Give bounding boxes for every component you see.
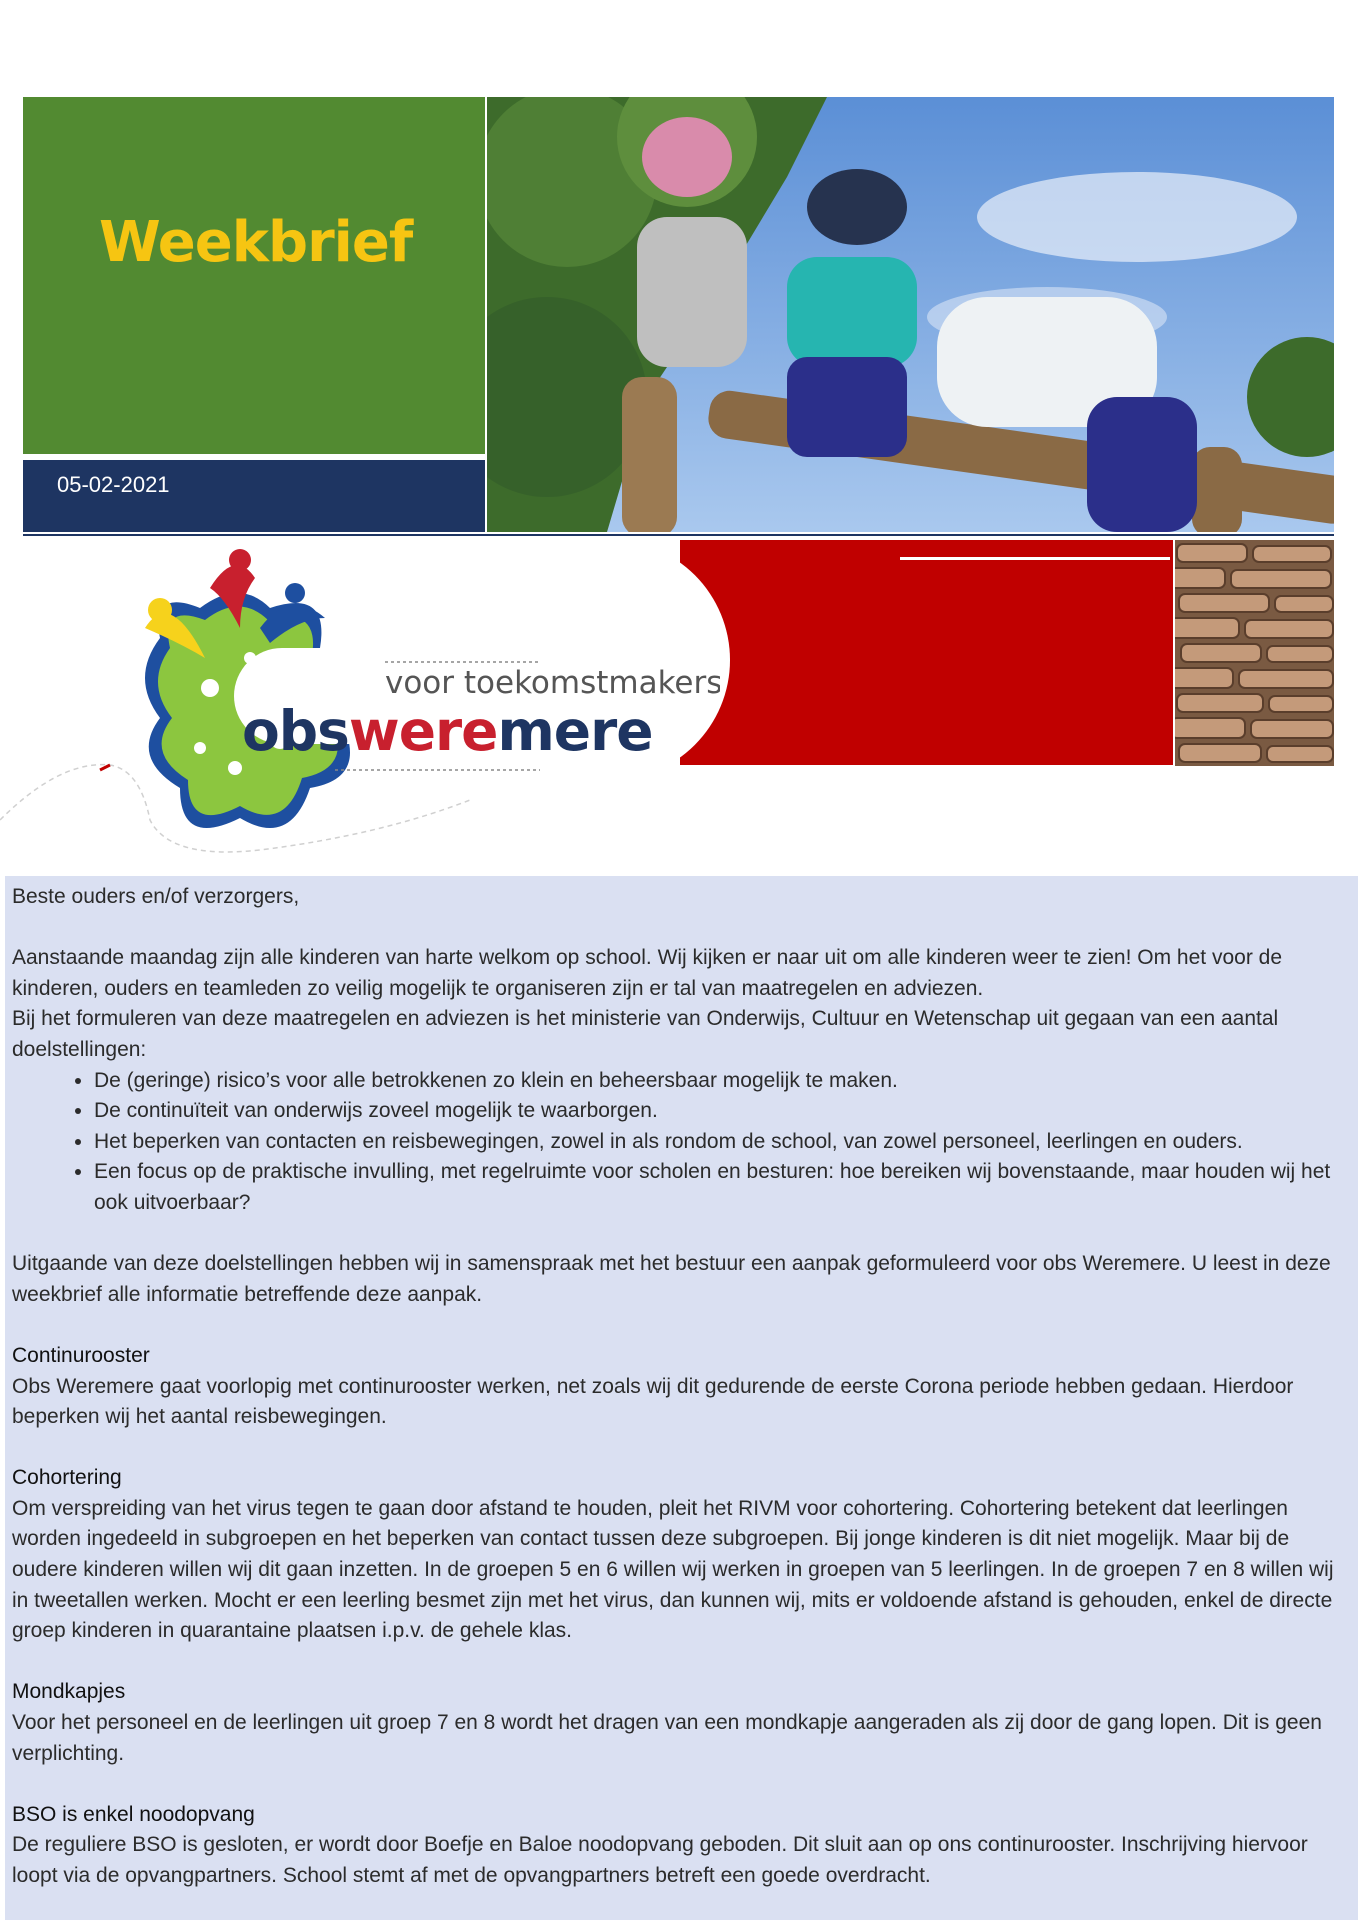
banner-line — [900, 557, 1170, 560]
title-panel — [23, 97, 485, 454]
page-title: Weekbrief — [99, 210, 413, 275]
header-divider — [23, 534, 1334, 536]
stone-wall-image — [1175, 540, 1334, 766]
red-banner — [680, 540, 1173, 765]
section-text-continurooster: Obs Weremere gaat voorlopig met continurooster werken, net zoals wij dit gedurende de eerste Corona periode hebben gedaan. Hierdoor beperken wij het aantal reisbewegingen. — [12, 1374, 1294, 1429]
school-logo — [140, 548, 720, 868]
logo-tagline: voor toekomstmakers — [385, 665, 720, 701]
header-photo — [487, 97, 1334, 532]
section-text-bso: De reguliere BSO is gesloten, er wordt door Boefje en Baloe noodopvang geboden. Dit sluit aan op ons continurooster. Inschrijving hiervoor loopt via de opvangpartners. School stemt af met de opvangpartners betreft een goede overdracht. — [12, 1833, 1308, 1887]
greeting: Beste ouders en/of verzorgers, — [12, 885, 300, 908]
section-text-mondkapjes: Voor het personeel en de leerlingen uit groep 7 en 8 wordt het dragen van een mondkapje aangeraden als zij door de gang lopen. Dit is geen verplichting. — [12, 1711, 1322, 1765]
list-item: • Het beperken van contacten en reisbewegingen, zowel in als rondom de school, van zowel personeel, leerlingen en ouders. — [94, 1127, 1347, 1158]
outro-paragraph: Uitgaande van deze doelstellingen hebben wij in samenspraak met het bestuur een aanpak geformuleerd voor obs Weremere. U leest in deze weekbrief alle informatie betreffende deze aanpak. — [12, 1252, 1331, 1306]
section-heading-mondkapjes: Mondkapjes — [12, 1680, 126, 1704]
date-label: 05-02-2021 — [57, 472, 170, 497]
list-item: • De (geringe) risico’s voor alle betrokkenen zo klein en beheersbaar mogelijk te maken. — [94, 1066, 1347, 1097]
section-text-cohortering: Om verspreiding van het virus tegen te gaan door afstand te houden, pleit het RIVM voor cohortering. Cohortering betekent dat leerlingen worden ingedeeld in subgroepen en het beperken van contact tussen deze subgroepen. Bij jonge kinderen is dit niet mogelijk. Maar bij de oudere kinderen willen wij dit gaan inzetten. In de groepen 5 en 6 willen wij werken in groepen van 5 leerlingen. In de groepen 7 en 8 willen wij in tweetallen werken. Mocht er een leerling besmet zijn met het virus, dan kunnen wij, mits er voldoende afstand is gehouden, enkel de directe groep kinderen in quarantaine plaatsen i.p.v. de gehele klas. — [12, 1496, 1334, 1643]
letter-body — [12, 882, 1347, 1892]
intro-paragraph-2: Bij het formuleren van deze maatregelen en adviezen is het ministerie van Onderwijs, Cultuur en Wetenschap uit gegaan van een aantal doelstellingen: — [12, 1007, 1279, 1061]
goals-list — [12, 1066, 1347, 1219]
list-item: • De continuïteit van onderwijs zoveel mogelijk te waarborgen. — [94, 1096, 1347, 1127]
intro-paragraph: Aanstaande maandag zijn alle kinderen van harte welkom op school. Wij kijken er naar uit om alle kinderen weer te zien! Om het voor de kinderen, ouders en teamleden zo veilig mogelijk te organiseren zijn er tal van maatregelen en adviezen. — [12, 946, 1283, 1000]
section-heading-continurooster: Continurooster — [12, 1343, 150, 1367]
section-heading-cohortering: Cohortering — [12, 1466, 122, 1490]
logo-name: obsweremere — [242, 699, 653, 763]
list-item: • Een focus op de praktische invulling, met regelruimte voor scholen en besturen: hoe bereiken wij bovenstaande, maar houden wij het ook uitvoerbaar? — [94, 1157, 1347, 1218]
section-heading-bso: BSO is enkel noodopvang — [12, 1802, 255, 1826]
